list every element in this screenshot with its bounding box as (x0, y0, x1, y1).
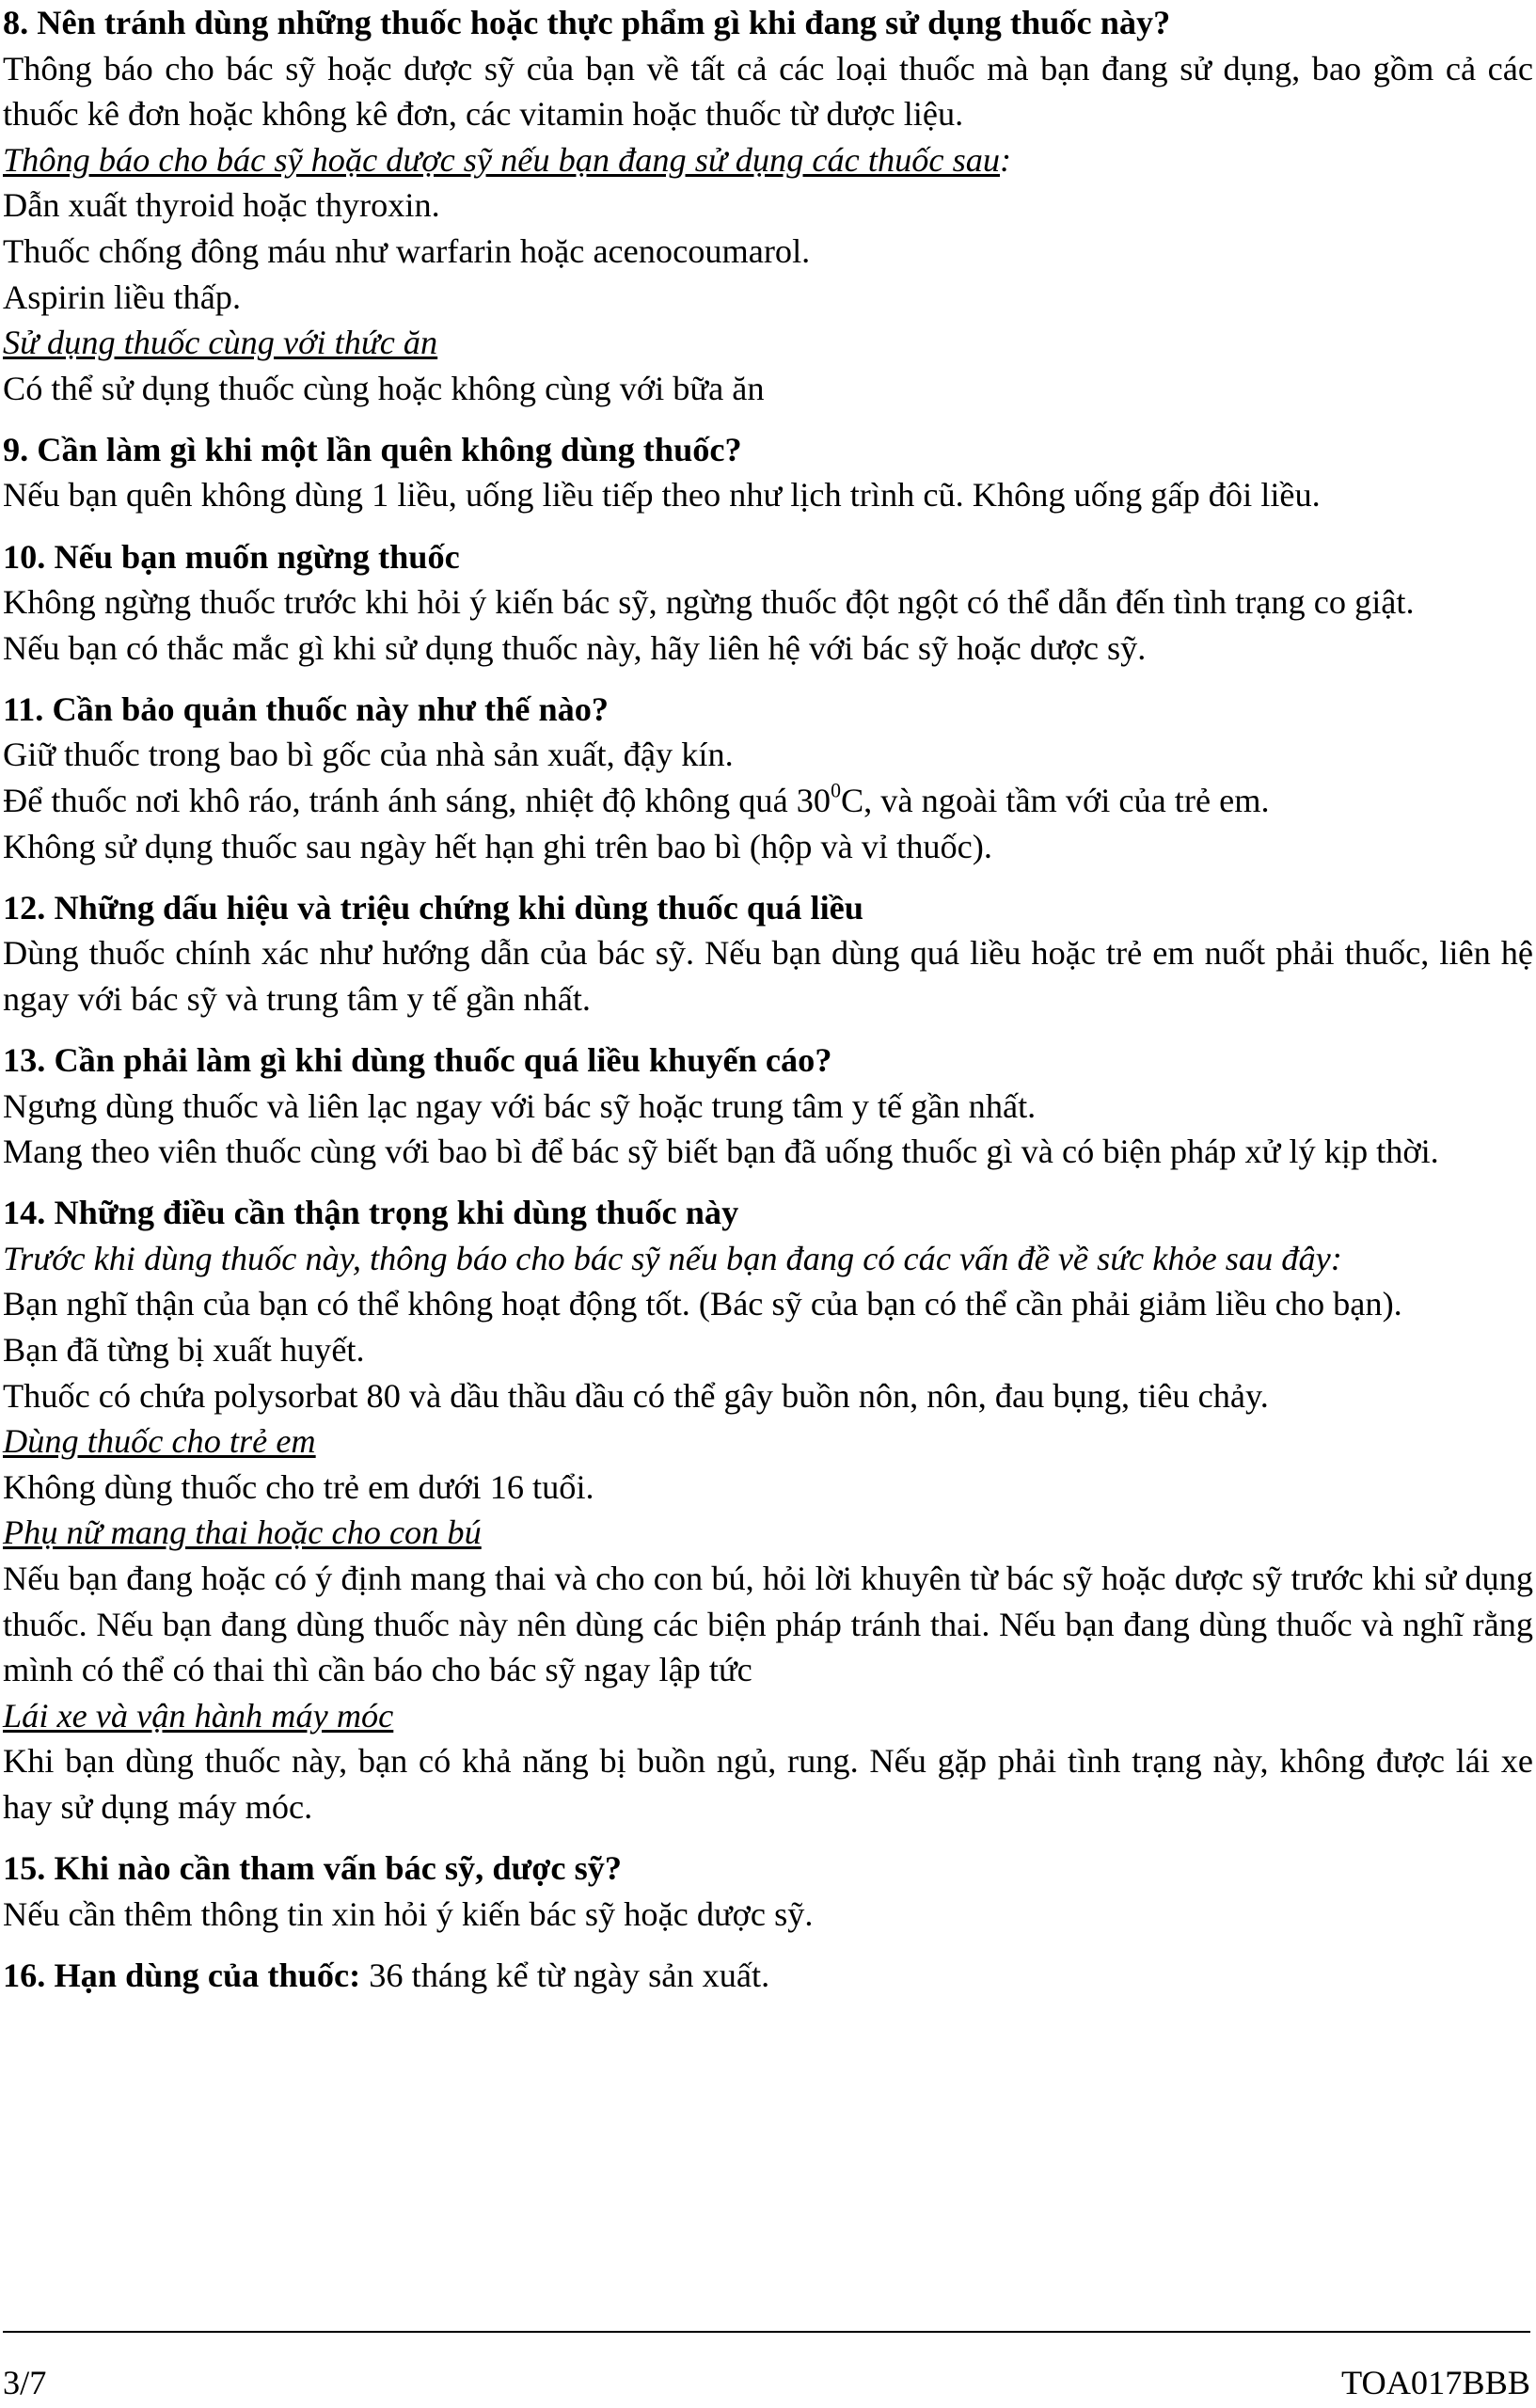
section-8-subheading-1-text: Thông báo cho bác sỹ hoặc dược sỹ nếu bạn đang sử dụng các thuốc sau (3, 140, 1000, 179)
section-14-subheading-pregnancy: Phụ nữ mang thai hoặc cho con bú (3, 1513, 482, 1552)
section-8-heading: 8. Nên tránh dùng những thuốc hoặc thực phẩm gì khi đang sử dụng thuốc này? (3, 4, 1171, 41)
section-8-subheading-1-colon: : (1000, 140, 1012, 179)
section-9-line-1: Nếu bạn quên không dùng 1 liều, uống liều tiếp theo như lịch trình cũ. Không uống gấp đôi liều. (3, 476, 1321, 515)
section-14-heading: 14. Những điều cần thận trọng khi dùng thuốc này (3, 1194, 739, 1232)
section-11-line-2-a: Để thuốc nơi khô ráo, tránh ánh sáng, nhiệt độ không quá 30 (3, 782, 831, 819)
section-14-subheading-children: Dùng thuốc cho trẻ em (3, 1422, 316, 1461)
section-14 (3, 1190, 1533, 1830)
section-13-line-1: Ngưng dùng thuốc và liên lạc ngay với bác sỹ hoặc trung tâm y tế gần nhất. (3, 1086, 1037, 1125)
footer-divider (3, 2331, 1530, 2333)
section-12 (3, 885, 1533, 1022)
section-8-line-2: Thuốc chống đông máu như warfarin hoặc acenocoumarol. (3, 231, 811, 270)
section-16-text: 36 tháng kể từ ngày sản xuất. (360, 1956, 770, 1994)
section-10-line-2: Nếu bạn có thắc mắc gì khi sử dụng thuốc này, hãy liên hệ với bác sỹ hoặc dược sỹ. (3, 628, 1147, 667)
section-12-heading: 12. Những dấu hiệu và triệu chứng khi dùng thuốc quá liều (3, 888, 863, 927)
section-13-paragraph: Mang theo viên thuốc cùng với bao bì để bác sỹ biết bạn đã uống thuốc gì và có biện pháp xử lý kịp thời. (3, 1133, 1439, 1171)
page-number: 3/7 (3, 2364, 47, 2401)
section-10-heading: 10. Nếu bạn muốn ngừng thuốc (3, 537, 460, 576)
section-8-line-4: Có thể sử dụng thuốc cùng hoặc không cùng với bữa ăn (3, 369, 765, 407)
section-8-paragraph: Thông báo cho bác sỹ hoặc dược sỹ của bạn về tất cả các loại thuốc mà bạn đang sử dụng, bao gồm cả các thuốc kê đơn hoặc không kê đơn, các vitamin hoặc thuốc từ dược liệu. (3, 49, 1533, 134)
section-16 (3, 1953, 1533, 1999)
section-8-subheading-1 (3, 137, 1533, 183)
section-10 (3, 534, 1533, 672)
section-10-paragraph: Không ngừng thuốc trước khi hỏi ý kiến bác sỹ, ngừng thuốc đột ngột có thể dẫn đến tình trạng co giật. (3, 583, 1415, 622)
section-11 (3, 687, 1533, 869)
section-14-children-text: Không dùng thuốc cho trẻ em dưới 16 tuổi. (3, 1467, 594, 1506)
section-8 (3, 0, 1533, 411)
page-footer (3, 2363, 1530, 2402)
section-15 (3, 1846, 1533, 1937)
degree-superscript: 0 (831, 779, 841, 802)
section-15-line-1: Nếu cần thêm thông tin xin hỏi ý kiến bác sỹ hoặc dược sỹ. (3, 1894, 814, 1933)
section-13-heading: 13. Cần phải làm gì khi dùng thuốc quá liều khuyến cáo? (3, 1040, 832, 1079)
section-8-line-1: Dẫn xuất thyroid hoặc thyroxin. (3, 186, 440, 225)
section-16-line (3, 1953, 1533, 1999)
section-11-line-2 (3, 778, 1533, 824)
section-11-line-1: Giữ thuốc trong bao bì gốc của nhà sản xuất, đậy kín. (3, 736, 734, 774)
section-9-heading: 9. Cần làm gì khi một lần quên không dùng thuốc? (3, 430, 742, 468)
section-14-subheading-driving: Lái xe và vận hành máy móc (3, 1696, 394, 1735)
section-11-heading: 11. Cần bảo quản thuốc này như thế nào? (3, 689, 610, 728)
section-13 (3, 1038, 1533, 1175)
section-12-paragraph: Dùng thuốc chính xác như hướng dẫn của bác sỹ. Nếu bạn dùng quá liều hoặc trẻ em nuốt phải thuốc, liên hệ ngay với bác sỹ và trung tâm y tế gần nhất. (3, 934, 1533, 1018)
section-14-line-3: Thuốc có chứa polysorbat 80 và dầu thầu dầu có thể gây buồn nôn, nôn, đau bụng, tiêu chảy. (3, 1376, 1269, 1415)
section-16-heading: 16. Hạn dùng của thuốc: (3, 1956, 361, 1994)
section-14-pregnancy-text: Nếu bạn đang hoặc có ý định mang thai và cho con bú, hỏi lời khuyên từ bác sỹ hoặc dược sỹ trước khi sử dụng thuốc. Nếu bạn đang dùng thuốc này nên dùng các biện pháp tránh thai. Nếu bạn đang dùng thuốc và nghĩ rằng mình có thể có thai thì cần báo cho bác sỹ ngay lập tức (3, 1560, 1533, 1689)
section-11-line-3: Không sử dụng thuốc sau ngày hết hạn ghi trên bao bì (hộp và vỉ thuốc). (3, 827, 992, 865)
section-9 (3, 427, 1533, 518)
section-8-subheading-2: Sử dụng thuốc cùng với thức ăn (3, 324, 438, 362)
section-8-line-3: Aspirin liều thấp. (3, 277, 242, 316)
section-14-intro: Trước khi dùng thuốc này, thông báo cho bác sỹ nếu bạn đang có các vấn đề về sức khỏe sau đây: (3, 1239, 1342, 1277)
section-14-paragraph-1: Bạn nghĩ thận của bạn có thể không hoạt động tốt. (Bác sỹ của bạn có thể cần phải giảm liều cho bạn). (3, 1285, 1402, 1323)
document-code: TOA017BBB (1340, 2364, 1530, 2401)
document-page (3, 0, 1533, 2014)
section-14-line-2: Bạn đã từng bị xuất huyết. (3, 1331, 365, 1370)
section-11-line-2-b: C, và ngoài tầm với của trẻ em. (840, 782, 1270, 819)
section-14-driving-text: Khi bạn dùng thuốc này, bạn có khả năng bị buồn ngủ, rung. Nếu gặp phải tình trạng này, không được lái xe hay sử dụng máy móc. (3, 1742, 1533, 1826)
section-15-heading: 15. Khi nào cần tham vấn bác sỹ, dược sỹ? (3, 1849, 623, 1888)
